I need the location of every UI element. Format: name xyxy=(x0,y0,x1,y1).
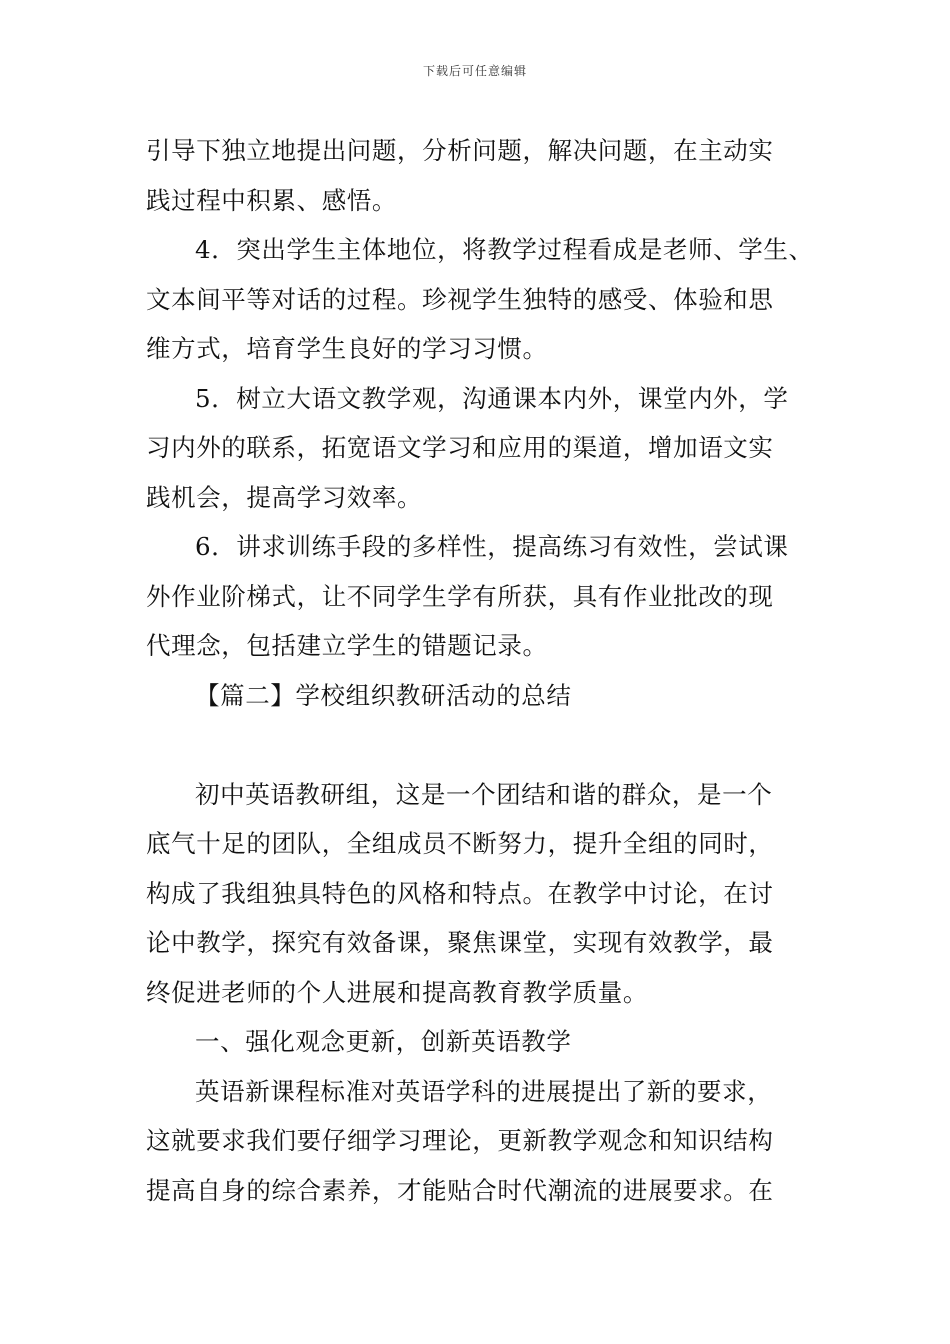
text-line: 提高自身的综合素养，才能贴合时代潮流的进展要求。在 xyxy=(146,1175,774,1205)
paragraph-continuation xyxy=(146,126,836,225)
document-body xyxy=(146,126,836,1215)
text-line: 英语新课程标准对英语学科的进展提出了新的要求， xyxy=(195,1076,773,1106)
text-line: 4．突出学生主体地位，将教学过程看成是老师、学生、 xyxy=(195,235,814,264)
text-line: 外作业阶梯式，让不同学生学有所获，具有作业批改的现 xyxy=(146,581,774,611)
text-line: 终促进老师的个人进展和提高教育教学质量。 xyxy=(146,977,648,1007)
paragraph-item-6 xyxy=(146,522,836,671)
section-title: 【篇二】学校组织教研活动的总结 xyxy=(195,680,572,710)
paragraph-item-4 xyxy=(146,225,836,374)
text-line: 引导下独立地提出问题，分析问题，解决问题，在主动实 xyxy=(146,136,774,165)
text-line: 初中英语教研组，这是一个团结和谐的群众，是一个 xyxy=(195,779,773,809)
text-line: 践机会，提高学习效率。 xyxy=(146,482,423,512)
paragraph-standards xyxy=(146,1067,836,1216)
text-line: 底气十足的团队，全组成员不断努力，提升全组的同时， xyxy=(146,829,774,858)
text-line: 6．讲求训练手段的多样性，提高练习有效性，尝试课 xyxy=(195,532,789,561)
paragraph-intro xyxy=(146,770,836,1018)
text-line: 构成了我组独具特色的风格和特点。在教学中讨论，在讨 xyxy=(146,878,774,908)
page-header: 下载后可任意编辑 xyxy=(422,64,527,78)
text-line: 论中教学，探究有效备课，聚焦课堂，实现有效教学，最 xyxy=(146,928,774,957)
text-line: 维方式，培育学生良好的学习习惯。 xyxy=(146,334,548,363)
paragraph-item-5 xyxy=(146,374,836,523)
text-line: 5．树立大语文教学观，沟通课本内外，课堂内外，学 xyxy=(195,383,789,413)
text-line: 文本间平等对话的过程。珍视学生独特的感受、体验和思 xyxy=(146,284,774,314)
text-line: 这就要求我们要仔细学习理论，更新教学观念和知识结构 xyxy=(146,1126,774,1155)
text-line: 践过程中积累、感悟。 xyxy=(146,185,397,215)
blank-line xyxy=(146,720,836,770)
subheading: 一、强化观念更新，创新英语教学 xyxy=(195,1027,572,1056)
text-line: 代理念，包括建立学生的错题记录。 xyxy=(146,631,548,660)
text-line: 习内外的联系，拓宽语文学习和应用的渠道，增加语文实 xyxy=(146,433,774,462)
